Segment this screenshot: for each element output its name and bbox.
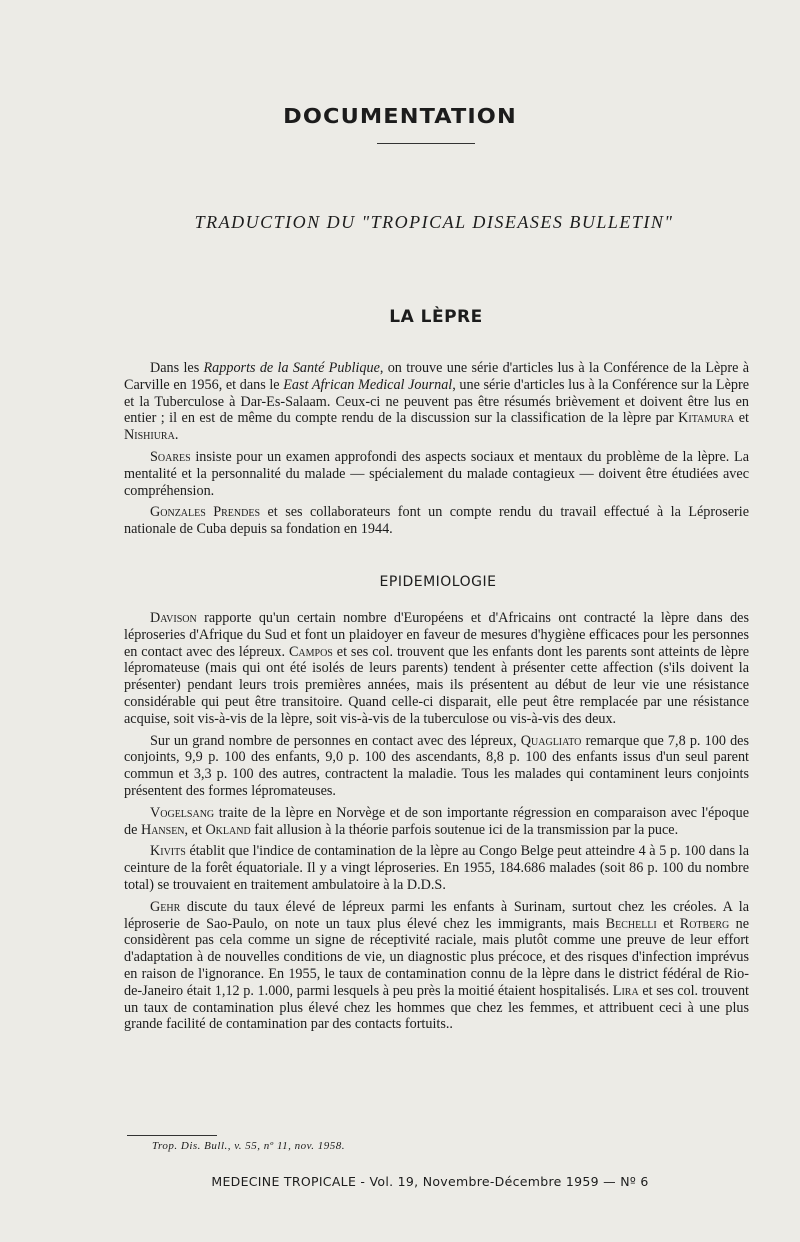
author-name: Bechelli bbox=[605, 915, 657, 932]
author-name: Campos bbox=[288, 643, 333, 660]
author-name: Gonzales Prendes bbox=[150, 504, 261, 521]
epi-paragraph-1: Davison rapporte qu'un certain nombre d'Européens et d'Africains ont contracté la lèpre dans des léproseries d'Afrique du Sud et font un plaidoyer en faveur de mesures d'hygiène efficaces pour les personnes en contact avec des lépreux. Campos et ses col. trouvent que les enfants dont les parents sont atteints de lèpre lépromateuse (mais qui ont été isolés de leurs parents) tendent à présenter cette affection (s'ils doivent la présenter) pendant leurs trois premières années, mais ils présentent au début de leur vie une résistance considérable qui peut être transitoire. Quand celle-ci disparait, elle peut être remplacée par une résistance acquise, soit vis-à-vis de la lèpre, soit vis-à-vis de la tuberculose ou vis-à-vis des deux. bbox=[124, 610, 749, 727]
author-name: Vogelsang bbox=[150, 804, 215, 821]
intro-paragraph-2: Soares insiste pour un examen approfondi des aspects sociaux et mentaux du problème de la lèpre. La mentalité et la personnalité du malade — spécialement du malade contagieux — doivent être étudiées avec compréhension. bbox=[124, 448, 749, 499]
page-footer: MEDECINE TROPICALE - Vol. 19, Novembre-Décembre 1959 — Nº 6 bbox=[211, 1174, 649, 1189]
author-name: Kivits bbox=[150, 843, 186, 860]
subtitle: TRADUCTION DU "TROPICAL DISEASES BULLETIN" bbox=[194, 212, 674, 232]
section-title: LA LÈPRE bbox=[389, 307, 483, 327]
publication-title: East African Medical Journal bbox=[283, 376, 453, 393]
author-name: Rotberg bbox=[679, 915, 730, 932]
intro-paragraph-1: Dans les Rapports de la Santé Publique, on trouve une série d'articles lus à la Conférence de la Lèpre à Carville en 1956, et dans le East African Medical Journal, une série d'articles lus à la Conférence sur la Lèpre et la Tuberculose à Dar-Es-Salaam. Ceux-ci ne peuvent pas être résumés brièvement et doivent être lus en entier ; il en est de même du compte rendu de la discussion sur la classification de la lèpre par Kitamura et Nishiura. bbox=[124, 360, 750, 444]
intro-paragraph-3: Gonzales Prendes et ses collaborateurs font un compte rendu du travail effectué à la Léproserie nationale de Cuba depuis sa fondation en 1944. bbox=[124, 504, 749, 538]
epi-paragraph-2: Sur un grand nombre de personnes en contact avec des lépreux, Quagliato remarque que 7,8 p. 100 des conjoints, 9,9 p. 100 des enfants, 9,0 p. 100 des ascendants, 8,8 p. 100 des enfants issus d'un seul parent commun et 3,3 p. 100 des autres, contractent la maladie. Tous les malades qui contaminent leurs conjoints présentent des formes lépromateuses. bbox=[124, 732, 749, 799]
footnote-rule bbox=[127, 1135, 217, 1136]
author-name: Quagliato bbox=[520, 732, 582, 749]
footnote: Trop. Dis. Bull., v. 55, nº 11, nov. 1958. bbox=[152, 1140, 345, 1152]
heading-rule bbox=[377, 143, 475, 144]
author-name: Okland bbox=[205, 821, 251, 838]
author-name: Kitamura bbox=[678, 410, 735, 427]
publication-title: Rapports de la Santé Publique bbox=[203, 360, 380, 376]
epi-paragraph-3: Vogelsang traite de la lèpre en Norvège et de son importante régression en comparaison avec l'époque de Hansen, et Okland fait allusion à la théorie parfois soutenue ici de la transmission par la puce. bbox=[124, 804, 749, 838]
author-name: Lira bbox=[612, 982, 639, 999]
author-name: Nishiura bbox=[124, 427, 175, 444]
author-name: Davison bbox=[150, 610, 197, 626]
author-name: Soares bbox=[150, 448, 191, 465]
epidemiologie-heading: EPIDEMIOLOGIE bbox=[379, 574, 497, 590]
author-name: Hansen bbox=[140, 821, 185, 838]
epi-paragraph-4: Kivits établit que l'indice de contamination de la lèpre au Congo Belge peut atteindre 4 à 5 p. 100 dans la ceinture de la forêt équatoriale. Il y a vingt léproseries. En 1955, 184.686 malades (soit 86 p. 100 du nombre total) se trouvaient en traitement ambulatoire à la D.D.S. bbox=[124, 843, 749, 893]
epi-paragraph-5: Gehr discute du taux élevé de lépreux parmi les enfants à Surinam, surtout chez les créoles. A la léproserie de Sao-Paulo, on note un taux plus élevé chez les immigrants, mais Bechelli et Rotberg ne considèrent pas cela comme un signe de réceptivité raciale, mais plutôt comme une preuve de leur effort d'adaptation à de nouvelles conditions de vie, un diagnostic plus précoce, et des risques d'infection imprévus en raison de l'ignorance. En 1955, le taux de contamination connu de la lèpre dans le district fédéral de Rio-de-Janeiro était 1,12 p. 1.000, parmi lesquels à peu près la moitié étaient hospitalisés. Lira et ses col. trouvent un taux de contamination plus élevé chez les hommes que chez les femmes, et attribuent ceci à une plus grande facilité de contamination par des contacts fortuits.. bbox=[124, 898, 749, 1033]
documentation-heading: DOCUMENTATION bbox=[283, 104, 517, 128]
epidemiologie-section bbox=[124, 610, 749, 1038]
author-name: Gehr bbox=[150, 898, 181, 915]
intro-section bbox=[124, 360, 749, 543]
